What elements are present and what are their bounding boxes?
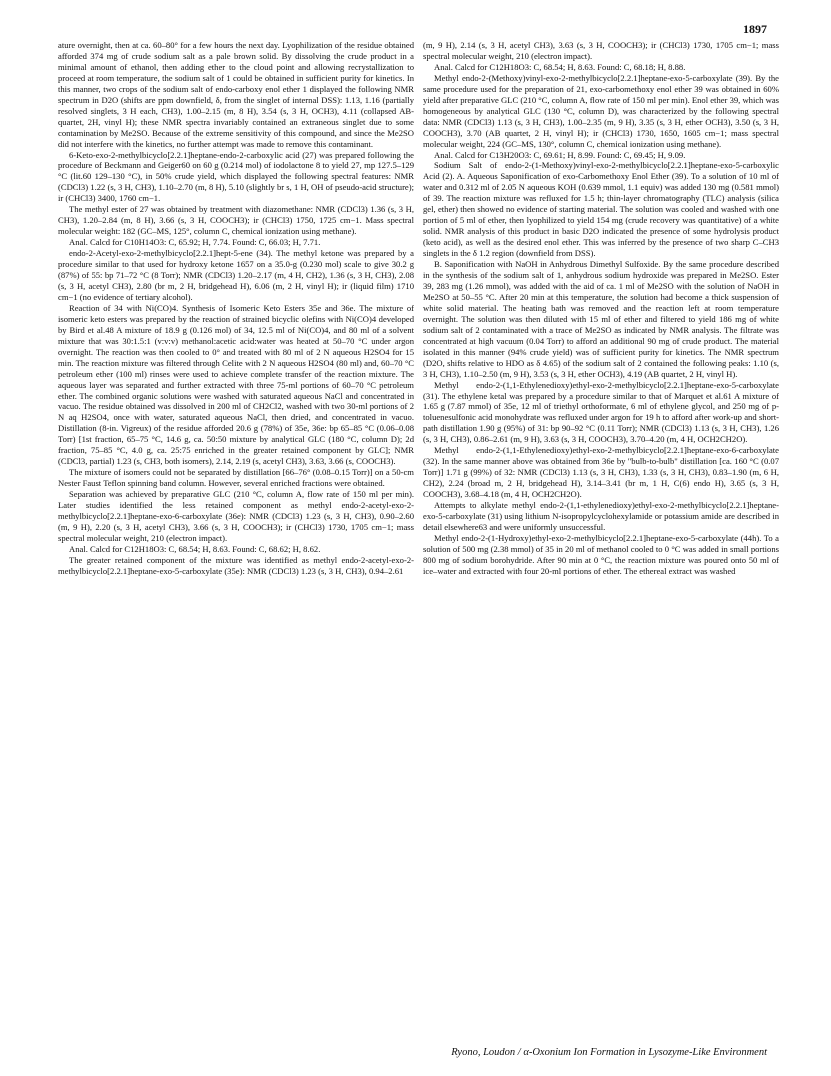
running-footer: Ryono, Loudon / α-Oxonium Ion Formation in Lysozyme-Like Environment — [451, 1047, 767, 1058]
paragraph: Anal. Calcd for C10H14O3: C, 65.92; H, 7.74. Found: C, 66.03; H, 7.71. — [69, 237, 321, 248]
paragraph: Reaction of 34 with Ni(CO)4. Synthesis of Isomeric Keto Esters 35e and 36e. The mixture of isomeric keto esters was prepared by the reaction of strained bicyclic olefins with Ni(CO)4 developed by Bird et al.48 A mixture of 18.9 g (0.126 mol) of 34, 12.5 ml of Ni(CO)4, and 80 ml of a solvent mixture that was 30:1.5:1 (v:v:v) methanol:acetic acid:water was heated at 50–70 °C under argon overnight. The reaction was then cooled to 0° and treated with 80 ml of 2 N aqueous H2SO4 for 15 min. The reaction mixture was filtered through Celite with 2 N aqueous H2SO4 (80 ml) and, 60–70 °C petroleum ether (100 ml) rinses were used to achieve complete transfer of the reaction mixture. The aqueous layer was separated and further extracted with three 75-ml portions of 60–70 °C petroleum ether. The combined organic solutions were washed with saturated aqueous NaCl and concentrated in vacuo. The residue obtained was dissolved in 200 ml of CH2Cl2, washed with two 30-ml portions of 2 N aq H2SO4, once with water, saturated aqueous NaCl, then dried, and concentrated in vacuo. Distillation (8-in. Vigreux) of the residue afforded 20.6 g (78%) of 35e, 36e: bp 65–85 °C (0.06–0.08 Torr) [1st fraction, 65–75 °C, 14.6 g, ca. 50:50 mixture by analytical GLC (180 °C, column D); 2d fraction, 75–85 °C, 4.0 g, ca. 25:75 enriched in the greater retained component by GLC]; NMR (CDCl3, partial) 1.23 (s, CH3, both isomers), 2.14, 2.19 (s, acetyl CH3), 3.63, 3.66 (s, COOCH3). — [58, 302, 414, 467]
paragraph: The greater retained component of the mixture was identified as methyl endo-2-acetyl-exo-2-methylbicyclo[2.2.1]heptane-exo-5-carboxylate (35e): NMR (CDCl3) 1.23 (s, 3 H, CH3), 0.94–2.61 — [58, 554, 414, 576]
paragraph: Anal. Calcd for C12H18O3: C, 68.54; H, 8.63. Found: C, 68.18; H, 8.88. — [434, 61, 686, 72]
paragraph: Methyl endo-2-(1,1-Ethylenedioxy)ethyl-exo-2-methylbicyclo[2.2.1]heptane-exo-5-carboxylate (31). The ethylene ketal was prepared by a procedure similar to that of Marquet et al.61 A mixture of 1.65 g (7.87 mmol) of 35e, 12 ml of triethyl orthoformate, 6 ml of ethylene glycol, and 250 mg of p-toluenesulfonic acid monohydrate was refluxed under argon for 19 h to afford after work-up and short-path distillation 1.90 g (95%) of 31: bp 90–92 °C (0.11 Torr); NMR (CDCl3) 1.13 (s, 3 H, CH3), 1.26 (s, 3 H, CH3), 0.86–2.61 (m, 9 H), 3.63 (s, 3 H, COOCH3), 3.70–4.20 (m, 4 H, OCH2CH2O). — [423, 379, 779, 445]
paragraph: Attempts to alkylate methyl endo-2-(1,1-ethylenedioxy)ethyl-exo-2-methylbicyclo[2.2.1]heptane-exo-5-carboxylate (31) using lithium N-isopropylcyclohexylamide or potassium amide are described in detail elsewhere63 and were uniformly unsuccessful. — [423, 500, 779, 532]
paragraph: endo-2-Acetyl-exo-2-methylbicyclo[2.2.1]hept-5-ene (34). The methyl ketone was prepared by a procedure similar to that used for hydroxy ketone 1657 on a 35.0-g (0.230 mol) scale to give 30.2 g (87%) of 55: bp 71–72 °C (8 Torr); NMR (CDCl3) 1.20–2.17 (m, 4 H, CH2), 1.36 (s, 3 H, CH3), 2.08 (s, 3 H, acetyl CH3), 2.80 (br m, 2 H, bridgehead H), 6.06 (m, 2 H, vinyl H); ir (liquid film) 1710 cm−1 (no evidence of tertiary alcohol). — [58, 248, 414, 302]
paragraph: Anal. Calcd for C13H20O3: C, 69.61; H, 8.99. Found: C, 69.45; H, 9.09. — [434, 149, 686, 160]
left-column — [58, 40, 414, 1035]
paragraph: Sodium Salt of endo-2-(1-Methoxy)vinyl-exo-2-methylbicyclo[2.2.1]heptane-exo-5-carboxylic Acid (2). A. Aqueous Saponification of exo-Carbomethoxy Enol Ether (39). To a solution of 10 ml of water and 0.312 ml of 2.05 N aqueous KOH (0.639 mmol, 1.1 equiv) was added 130 mg (0.581 mmol) of 39. The reaction mixture was refluxed for 1.5 h; thin-layer chromatography (TLC) analysis (silica gel, ether) then showed no evidence of starting material. The solution was cooled and washed with one portion of 5 ml of ether, then lyophilized to yield 154 mg (crude recovery was quantitative) of a white solid. NMR analysis of this product in basic D2O indicated the presence of some hydrolysis product (keto acid), as well as the desired enol ether. This was inferred by the presence of two sharp C–CH3 singlets in the δ 1.2 region (downfield from DSS). — [423, 160, 779, 259]
paragraph: (m, 9 H), 2.14 (s, 3 H, acetyl CH3), 3.63 (s, 3 H, COOCH3); ir (CHCl3) 1730, 1705 cm−1; mass spectral molecular weight, 210 (electron impact). — [423, 40, 779, 61]
paragraph: Methyl endo-2-(Methoxy)vinyl-exo-2-methylbicyclo[2.2.1]heptane-exo-5-carboxylate (39). By the same procedure used for the preparation of 21, exo-carbomethoxy enol ether 39 was obtained in 60% yield after preparative GLC (210 °C, column A, flow rate of 150 ml per min). Enol ether 39, which was homogeneous by analytical GLC (130 °C, column D), was characterized by the following spectral data: NMR (CDCl3) 1.13 (s, 3 H, CH3), 1.00–2.35 (m, 9 H), 3.35 (s, 3 H, ether OCH3), 3.50 (s, 3 H, COOCH3), 3.70 (AB quartet, 2 H, vinyl H); ir (CHCl3) 1730, 1650, 1605 cm−1; mass spectral molecular weight, 224 (GC–MS, 130°, column C, chemical ionization using methane). — [423, 72, 779, 149]
paragraph: The mixture of isomers could not be separated by distillation [66–76° (0.08–0.15 Torr)] on a 50-cm Nester Faust Teflon spinning band column. However, several enriched fractions were obtained. — [58, 467, 414, 489]
paragraph: B. Saponification with NaOH in Anhydrous Dimethyl Sulfoxide. By the same procedure described in the synthesis of the sodium salt of 1, anhydrous sodium hydroxide was prepared in Me2SO. Ester 39, 283 mg (1.26 mmol), was added with the aid of ca. 1 ml of Me2SO with the solution of NaOH in Me2SO at 50–55 °C. After 20 min at this temperature, the solution had become a thick suspension of white solid material. The heating bath was removed and the reaction left at room temperature overnight. The solution was then diluted with 15 ml of ether and filtered to yield 186 mg of white sodium salt of 2 contaminated with a trace of Me2SO as indicated by NMR analysis. The filtrate was concentrated at high vacuum (0.04 Torr) to afford an additional 90 mg of crude product. The material isolated in this manner (94% crude yield) was of sufficient purity for kinetics. The NMR spectrum (D2O, shifts relative to HDO as δ 4.65) of the sodium salt of 2 contained the following peaks: 1.10 (s, 3 H, CH3), 1.10–2.50 (m, 9 H), 3.53 (s, 3 H, ether OCH3), 4.19 (AB quartet, 2 H, vinyl H). — [423, 259, 779, 379]
paragraph: Methyl endo-2-(1-Hydroxy)ethyl-exo-2-methylbicyclo[2.2.1]heptane-exo-5-carboxylate (44h). To a solution of 500 mg (2.38 mmol) of 35 in 20 ml of methanol cooled to 0 °C was added in small portions 800 mg of sodium borohydride. After 90 min at 0 °C, the reaction mixture was poured onto 50 ml of ice–water and extracted with four 20-ml portions of ether. The ethereal extract was washed — [423, 532, 779, 576]
paragraph: ature overnight, then at ca. 60–80° for a few hours the next day. Lyophilization of the residue obtained afforded 374 mg of crude sodium salt as a pale brown solid. By dissolving the crude product in a minimal amount of ethanol, then adding ether to the cloud point and allowing recrystallization to proceed at room temperature, the sodium salt of 1 could be obtained in sufficient purity for kinetics. In this manner, two crops of the sodium salt of endo-carboxy enol ether 1 displayed the following NMR spectrum in D2O (shifts are ppm downfield, δ, from the singlet of internal DSS): 1.13, 1.16 (partially resolved singlets, 3 H each, CH3), 1.00–2.15 (m, 8 H), 3.54 (s, 3 H, OCH3), 4.11 (collapsed AB-quartet, 2H, vinyl H); these NMR spectra invariably contained an extraneous singlet due to some contamination by Me2SO. Because of the extreme sensitivity of this compound, and since the Me2SO did not interfere with the kinetics, no further attempt was made to remove this contaminant. — [58, 40, 414, 149]
paragraph: Anal. Calcd for C12H18O3: C, 68.54; H, 8.63. Found: C, 68.62; H, 8.62. — [69, 543, 321, 554]
page-number: 1897 — [743, 22, 767, 36]
paragraph: The methyl ester of 27 was obtained by treatment with diazomethane: NMR (CDCl3) 1.36 (s, 3 H, CH3), 1.20–2.84 (m, 8 H), 3.66 (s, 3 H, COOCH3); ir (CHCl3) 1750, 1725 cm−1. Mass spectral molecular weight: 182 (GC–MS, 125°, column C, chemical ionization using methane). — [58, 204, 414, 237]
paragraph: Separation was achieved by preparative GLC (210 °C, column A, flow rate of 150 ml per min). Later studies identified the less retained component as methyl endo-2-acetyl-exo-2-methylbicyclo[2.2.1]heptane-exo-6-carboxylate (36e): NMR (CDCl3) 1.23 (s, 3 H, CH3), 0.90–2.60 (m, 9 H), 2.20 (s, 3 H, acetyl CH3), 3.66 (s, 3 H, COOCH3); ir (CHCl3) 1730, 1705 cm−1; mass spectral molecular weight, 210 (electron impact). — [58, 489, 414, 543]
paragraph: 6-Keto-exo-2-methylbicyclo[2.2.1]heptane-endo-2-carboxylic acid (27) was prepared following the procedure of Beckmann and Geiger60 on 60 g (0.214 mol) of iodolactone 8 to yield 27, mp 127.5–129 °C (lit.60 129–130 °C), in 50% crude yield, which displayed the following spectral features: NMR (CDCl3) 1.22 (s, 3 H, CH3), 1.10–2.70 (m, 8 H), 5.10 (slightly br s, 1 H, OH of pseudo-acid structure); ir (CHCl3) 3400, 1760 cm−1. — [58, 149, 414, 204]
right-column — [423, 40, 779, 1035]
paragraph: Methyl endo-2-(1,1-Ethylenedioxy)ethyl-exo-2-methylbicyclo[2.2.1]heptane-exo-6-carboxylate (32). In the same manner above was obtained from 36e by "bulb-to-bulb" distillation [ca. 160 °C (0.07 Torr)] 1.71 g (99%) of 32: NMR (CDCl3) 1.13 (s, 3 H, CH3), 1.33 (s, 3 H, CH3), 0.83–1.90 (m, 6 H, CH2), 2.24 (broad m, 2 H, bridgehead H), 3.14–3.41 (br m, 1 H, C(6) endo H), 3.65 (s, 3 H, COOCH3), 3.68–4.18 (m, 4 H, OCH2CH2O). — [423, 445, 779, 500]
